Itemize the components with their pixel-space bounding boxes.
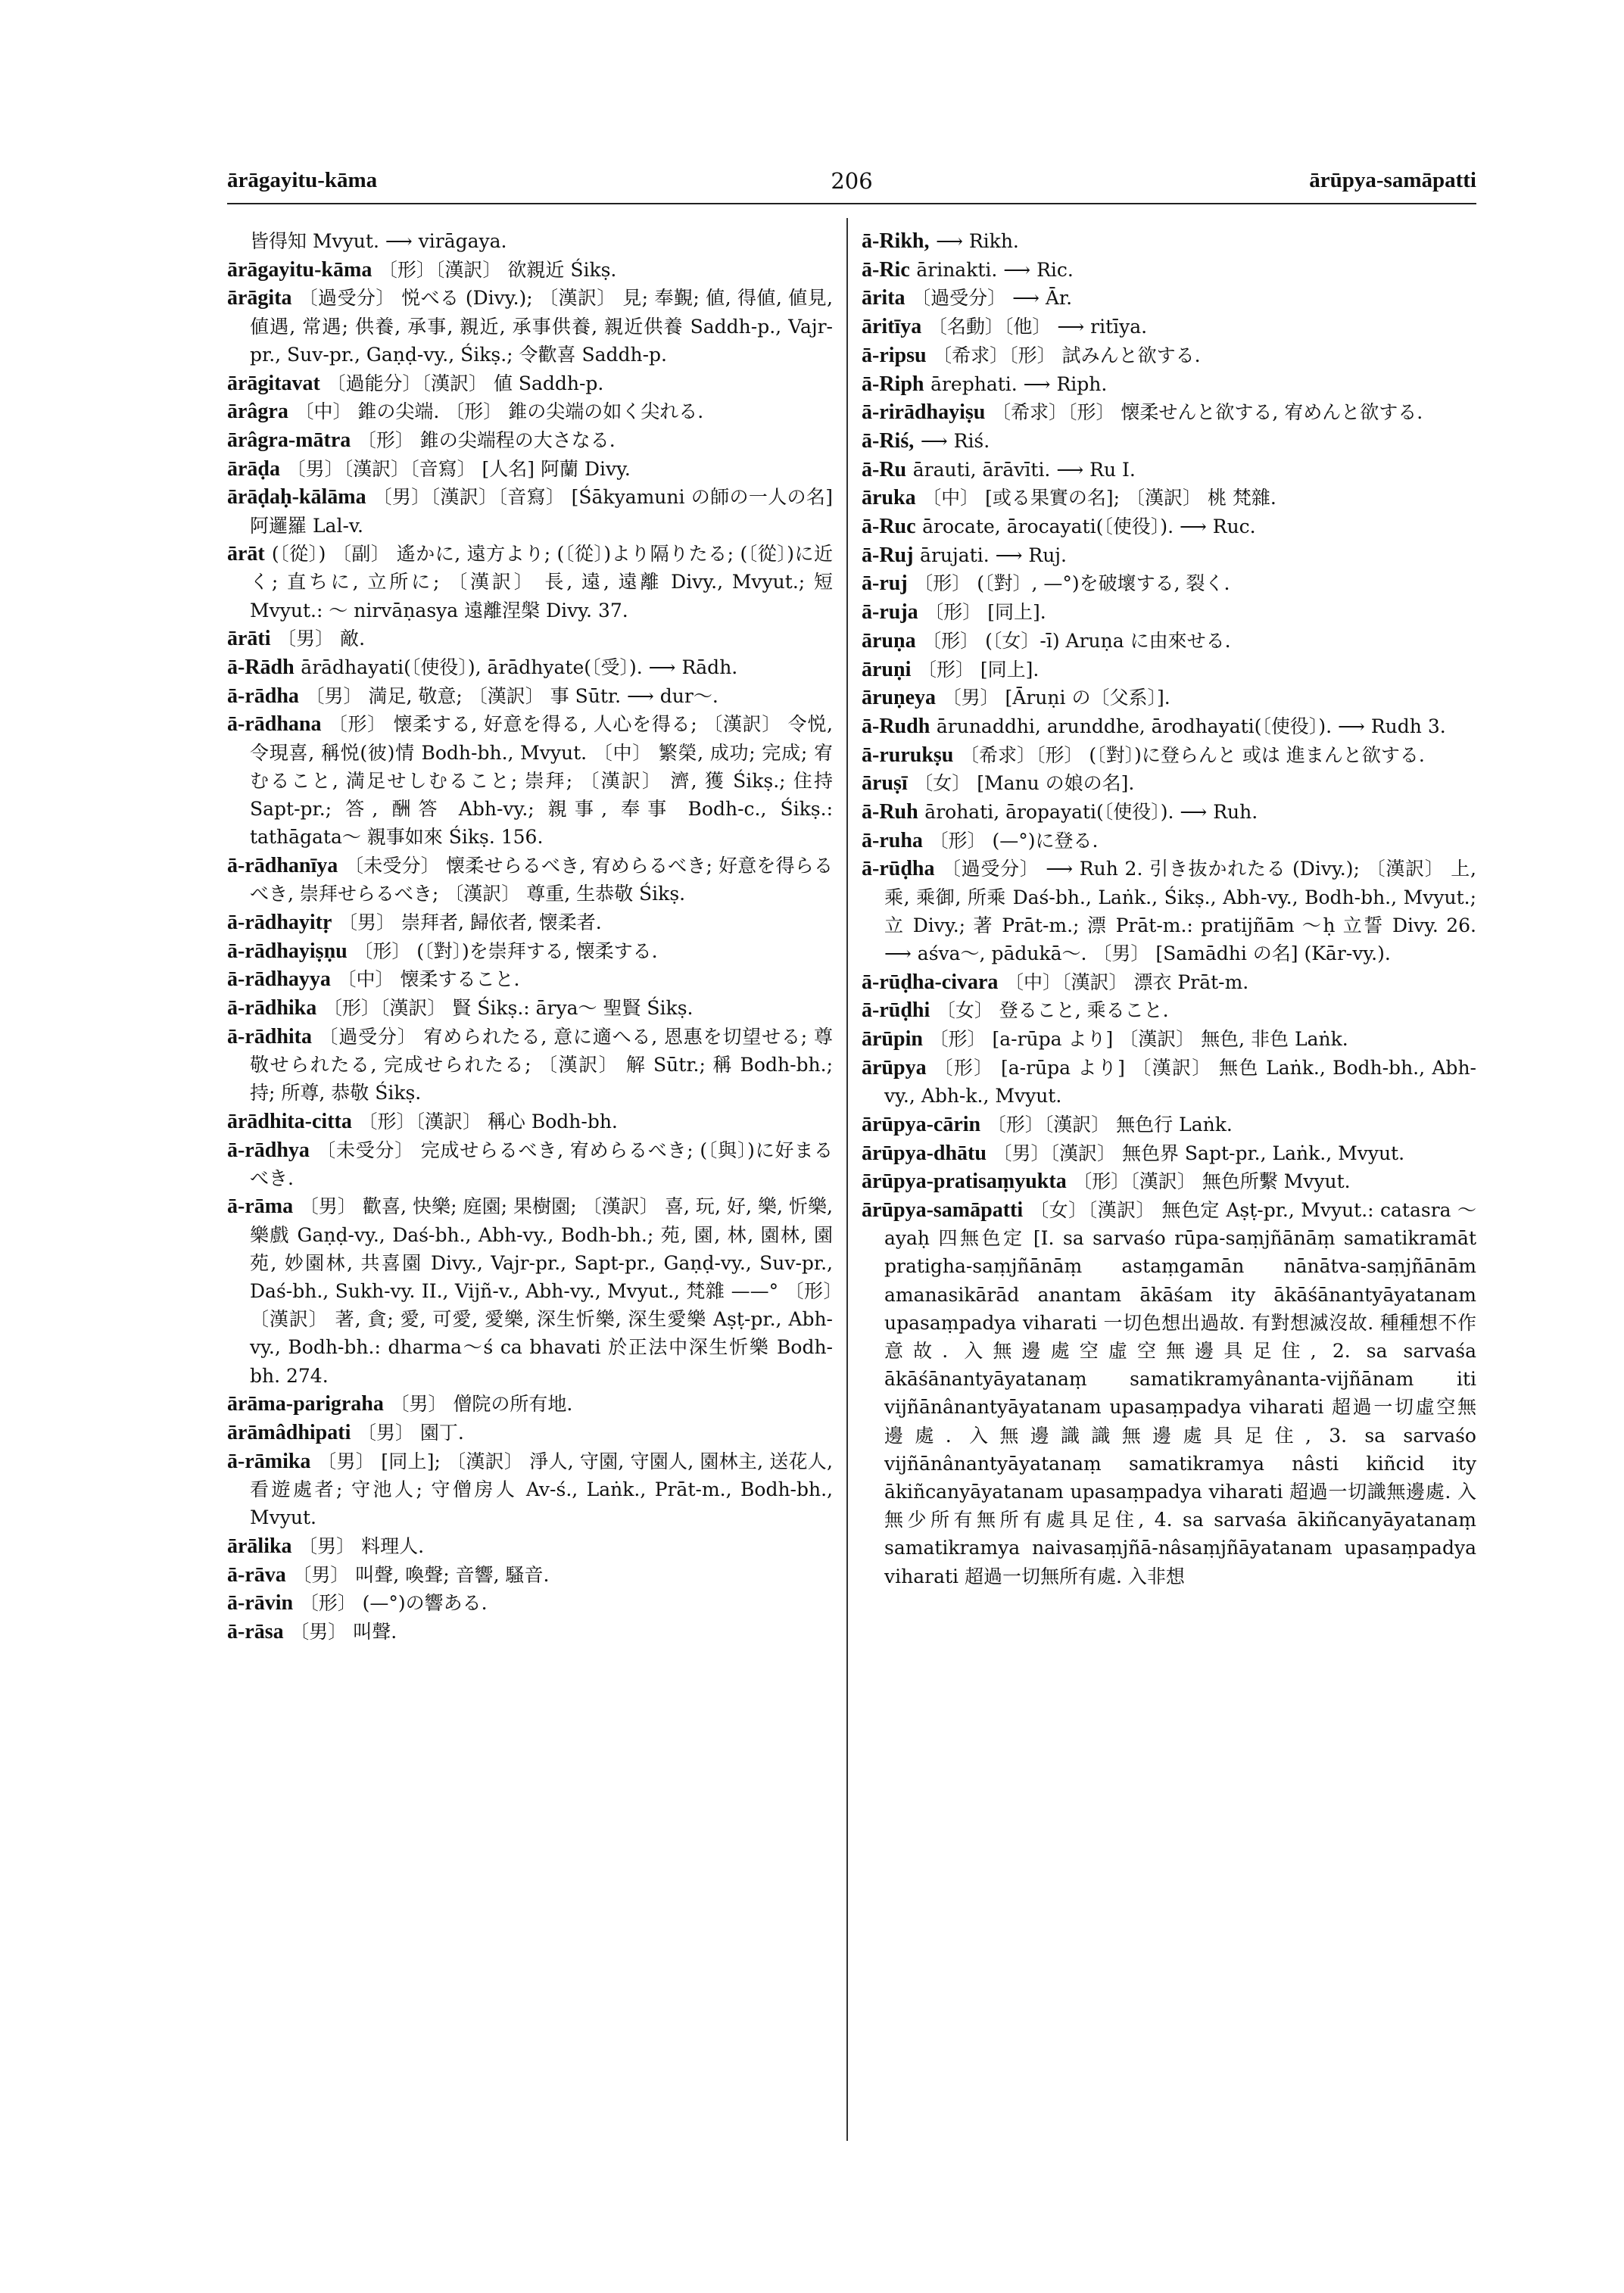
dictionary-entry [862,227,1476,255]
entry-headword: ārūpya-cārin [862,1112,981,1136]
entry-headword: ārāti [227,627,271,651]
entry-headword: ā-rādhayya [227,967,331,992]
entry-definition: 〔男〕 歡喜, 快樂; 庭園; 果樹園; 〔漢訳〕 喜, 玩, 好, 樂, 忻樂, 樂戲 Gaṇḍ-vy., Daś-bh., Abh-vy., Bodh-bh.; 苑, 園, 林, 園林, 園苑, 妙園林, 共喜園 Divy., Vajr-pr., Sapt-pr., Gaṇḍ-vy., Suv-pr., Daś-bh., Sukh-vy. II., Vijñ-v., Abh-vy., Mvyut., 梵雜 ——° 〔形〕〔漢訳〕 著, 貪; 愛, 可愛, 愛樂, 深生忻樂, 深生愛樂 Aṣṭ-pr., Abh-vy., Bodh-bh.: dharma〜ś ca bhavati 於正法中深生忻樂 Bodh-bh. 274. [250,1195,833,1387]
entry-headword: ā-rādha [227,684,299,708]
entry-definition: 〔男〕 園丁. [357,1422,464,1444]
entry-definition: ārauti, ārāvīti. ⟶ Ru I. [912,458,1136,481]
entry-definition: 〔中〕 [或る果實の名]; 〔漢訳〕 桃 梵雜. [922,487,1276,509]
dictionary-entry [227,1532,833,1560]
dictionary-entry [862,456,1476,484]
dictionary-entry [227,994,833,1022]
dictionary-entry [862,827,1476,855]
entry-definition: 〔女〕 登ること, 乘ること. [936,999,1169,1022]
entry-definition: 〔男〕〔漢訳〕 無色界 Sapt-pr., Laṅk., Mvyut. [993,1142,1405,1164]
entry-definition: 〔形〕 (〔對〕, —°)を破壞する, 裂く. [914,572,1230,595]
entry-headword: ārāgayitu-kāma [227,257,372,282]
entry-definition: 〔未受分〕 懐柔せらるべき, 宥めらるべき; 好意を得らるべき, 崇拜せらるべき; 〔漢訳〕 尊重, 生恭敬 Śikṣ. [250,854,833,905]
dictionary-entry [227,710,833,851]
dictionary-entry [227,1023,833,1108]
dictionary-entry [862,1167,1476,1195]
entry-definition: 〔中〕 懐柔すること. [337,968,520,991]
dictionary-entry [227,937,833,965]
dictionary-entry [227,1390,833,1418]
dictionary-entry [227,1108,833,1136]
entry-definition: 〔男〕 満足, 敬意; 〔漢訳〕 事 Sūtr. ⟶ dur〜. [305,684,718,707]
entry-definition: 〔男〕 [同上]; 〔漢訳〕 淨人, 守園, 守園人, 園林主, 送花人, 看遊處者; 守池人; 守僧房人 Av-ś., Laṅk., Prāt-m., Bodh-bh., Mvyut. [250,1450,833,1529]
entry-headword: ā-Rikh, [862,229,930,253]
entry-headword: āruṇa [862,628,916,653]
entry-definition: 〔女〕 [Manu の娘の名]. [914,772,1135,795]
entry-definition: 〔形〕 (〔女〕-ī) Aruṇa に由來せる. [922,629,1231,652]
dictionary-entry [862,1196,1476,1590]
entry-headword: ā-Ruc [862,515,916,539]
running-head-left: ārāgayitu-kāma [227,168,378,192]
entry-headword: ārāgita [227,286,292,310]
dictionary-entry [227,483,833,539]
entry-headword: ārūpya [862,1055,927,1080]
entry-headword: ārāma-parigraha [227,1392,384,1416]
entry-headword: ā-rādhayitṛ [227,910,332,934]
dictionary-entry [862,712,1476,740]
entry-headword: ā-rāma [227,1195,294,1219]
entry-headword: āruṇeya [862,686,936,710]
entry-definition: 〔形〕 [同上]. [917,658,1040,681]
entry-headword: ā-ruja [862,600,918,625]
entry-headword: ā-rurukṣu [862,743,954,767]
dictionary-entry [227,1419,833,1447]
entry-definition: 〔過受分〕 宥められたる, 意に適へる, 恩惠を切望せる; 尊敬せられたる, 完成せられたる; 〔漢訳〕 解 Sūtr.; 稱 Bodh-bh.; 持; 所尊, 恭敬 Śikṣ. [250,1025,833,1104]
running-head-right: ārūpya-samāpatti [1309,168,1476,192]
dictionary-entry [862,741,1476,769]
entry-definition: 〔形〕〔漢訳〕 賢 Śikṣ.: ārya〜 聖賢 Śikṣ. [323,996,694,1019]
entry-definition: 〔形〕〔漢訳〕 稱心 Bodh-bh. [358,1110,618,1132]
dictionary-entry [862,968,1476,996]
entry-headword: ā-rāsa [227,1619,284,1643]
header-rule [227,203,1476,204]
dictionary-entry [227,1447,833,1532]
page-header [227,168,1476,206]
entry-headword: ā-ripsu [862,343,927,367]
entry-headword: āruṣī [862,771,908,796]
dictionary-entry [862,627,1476,655]
dictionary-entry [227,682,833,710]
dictionary-entry [227,1561,833,1589]
entry-headword: ārūpin [862,1027,923,1051]
entry-headword: ā-Ric [862,257,910,282]
dictionary-entry [227,965,833,993]
dictionary-entry [227,227,833,255]
entry-headword: ā-rādhita [227,1024,312,1048]
entry-headword: ā-rādhya [227,1138,310,1162]
entry-definition: 〔男〕 僧院の所有地. [390,1393,573,1416]
dictionary-entry [862,569,1476,597]
entry-headword: ārāt [227,542,265,566]
entry-definition: 〔男〕 [Āruṇi の〔父系〕]. [942,687,1170,709]
dictionary-entry [862,656,1476,684]
entry-headword: ārūpya-pratisaṃyukta [862,1170,1067,1194]
dictionary-entry [862,598,1476,626]
dictionary-entry [862,398,1476,426]
entry-definition: 〔形〕〔漢訳〕 欲親近 Śikṣ. [378,258,617,281]
entry-headword: ā-rirādhayiṣu [862,400,986,425]
dictionary-entry [227,1192,833,1389]
entry-definition: 〔男〕 叫聲, 喚聲; 音響, 騷音. [292,1563,550,1586]
dictionary-entry [227,852,833,908]
page-number: 206 [831,168,873,194]
dictionary-entry [862,341,1476,369]
entry-definition: ārujati. ⟶ Ruj. [920,544,1068,566]
entry-headword: ārāgitavat [227,371,320,395]
dictionary-entry [862,798,1476,826]
entry-headword: ārâgra-mātra [227,428,351,452]
dictionary-entry [862,769,1476,797]
dictionary-entry [862,427,1476,455]
dictionary-entry [862,855,1476,967]
entry-definition: 〔男〕 崇拜者, 歸依者, 懐柔者. [338,911,602,933]
entry-definition: 〔形〕 [同上]. [924,601,1046,624]
entry-definition: ārādhayati(〔使役〕), ārādhyate(〔受〕). ⟶ Rādh. [301,656,738,679]
entry-headword: ā-rūḍha-civara [862,970,999,994]
entry-headword: ā-rūḍhi [862,999,930,1023]
entry-definition: 〔女〕〔漢訳〕 無色定 Aṣṭ-pr., Mvyut.: catasra 〜ayaḥ 四無色定 [I. sa sarvaśo rūpa-saṃjñānāṃ samatikramāt pratigha-saṃjñānāṃ astaṃgamān nānātva-saṃjñānām amanasikārād anantam ākāśam ity ākāśānantyāyatanam upasaṃpadya viharati 一切色想出過故. 有對想滅沒故. 種種想不作意故. 入無邊處空虛空無邊具足住, 2. sa sarvaśa ākāśānantyāyatanaṃ samatikramyânanta-vijñānam iti vijñānânantyāyatanam upasaṃpadya viharati 超過一切虛空無邊處. 入無邊識識無邊處具足住, 3. sa sarvaśo vijñānânantyāyatanaṃ samatikramya nâsti kiñcid ity ākiñcanyāyatanam upasaṃpadya viharati 超過一切識無邊處. 入無少所有無所有處具足住, 4. sa sarvaśa ākiñcanyāyatanaṃ samatikramya naivasaṃjñā-nâsaṃjñāyatanam upasaṃpadya viharati 超過一切無所有處. 入非想 [884,1198,1476,1587]
entry-headword: ā-Ru [862,457,907,481]
entry-headword: ārāḍa [227,456,280,481]
entry-definition: 〔形〕 懐柔する, 好意を得る, 人心を得る; 〔漢訳〕 令悦, 令現喜, 稱悦(彼)情 Bodh-bh., Mvyut. 〔中〕 繁榮, 成功; 完成; 宥むること, 満足せしむること; 崇拜; 〔漢訳〕 濟, 獲 Śikṣ.; 住持 Sapt-pr.; 答, 酬答 Abh-vy.; 親事, 奉事 Bodh-c., Śikṣ.: tathāgata〜 親事如來 Śikṣ. 156. [250,713,833,849]
entry-headword: āritīya [862,315,922,339]
entry-headword: ā-Riph [862,372,924,396]
entry-definition: 〔形〕 [a-rūpa より] 〔漢訳〕 無色, 非色 Laṅk. [929,1028,1348,1051]
entry-headword: ārāmâdhipati [227,1421,351,1445]
dictionary-entry [227,625,833,653]
entry-definition: 〔未受分〕 完成せらるべき, 宥めらるべき; (〔與〕)に好まるべき. [250,1139,833,1189]
entry-definition: 〔男〕〔漢訳〕〔音寫〕 [人名] 阿蘭 Divy. [286,457,631,480]
entry-headword: ā-rūḍha [862,857,935,881]
entry-definition: 皆得知 Mvyut. ⟶ virāgaya. [250,230,507,252]
entry-definition: 〔過能分〕〔漢訳〕 値 Saddh-p. [326,372,604,394]
entry-headword: ā-Rudh [862,714,930,738]
entry-definition: 〔形〕〔漢訳〕 無色行 Laṅk. [987,1113,1233,1136]
dictionary-entry [227,397,833,425]
entry-definition: 〔中〕〔漢訳〕 漂衣 Prāt-m. [1005,970,1249,993]
entry-definition: 〔形〕〔漢訳〕 無色所繫 Mvyut. [1073,1170,1351,1193]
entry-headword: ā-rādhana [227,712,322,737]
entry-definition: 〔過受分〕 ⟶ Ār. [912,287,1073,310]
dictionary-entry [862,1025,1476,1053]
dictionary-entry [227,1618,833,1646]
entry-definition: 〔男〕 叫聲. [290,1620,397,1643]
entry-definition: ārunaddhi, arunddhe, ārodhayati(〔使役〕). ⟶ Rudh 3. [936,715,1446,737]
entry-definition: ārocate, ārocayati(〔使役〕). ⟶ Ruc. [922,516,1256,538]
entry-headword: ā-Ruj [862,543,914,567]
dictionary-entry [862,684,1476,712]
dictionary-entry [862,996,1476,1024]
entry-headword: ā-rāmika [227,1449,311,1473]
entry-definition: 〔男〕 料理人. [298,1534,425,1557]
entry-headword: ārālika [227,1534,292,1558]
entry-headword: ā-rādhanīya [227,853,338,877]
entry-headword: āruṇi [862,657,912,681]
entry-headword: ārūpya-samāpatti [862,1198,1024,1222]
dictionary-entry [862,284,1476,312]
entry-definition: ⟶ Riś. [920,429,990,452]
entry-headword: ārâgra [227,400,288,424]
dictionary-entry [862,370,1476,398]
entry-definition: ārephati. ⟶ Riph. [930,372,1108,395]
entry-headword: āruka [862,486,916,510]
entry-definition: 〔希求〕〔形〕 試みんと欲する. [933,344,1201,366]
entry-headword: ā-rāva [227,1562,286,1587]
dictionary-entry [227,455,833,483]
dictionary-entry [227,540,833,625]
entry-headword: ā-ruj [862,572,908,596]
entry-definition: 〔形〕 錐の尖端程の大さなる. [357,428,616,451]
entry-definition: 〔形〕 (—°)に登る. [929,829,1099,852]
entry-definition: 〔名動〕〔他〕 ⟶ ritīya. [927,316,1148,338]
entry-headword: ārita [862,286,906,310]
entry-definition: 〔過受分〕 悦べる (Divy.); 〔漢訳〕 見; 奉覲; 値, 得値, 値見, 値遇, 常遇; 供養, 承事, 親近, 承事供養, 親近供養 Saddh-p., Vajr-pr., Suv-pr., Gaṇḍ-vy., Śikṣ.; 令歡喜 Saddh-p. [250,287,833,366]
dictionary-entry [227,1136,833,1192]
dictionary-entry [227,426,833,454]
dictionary-entry [862,313,1476,341]
dictionary-entry [862,541,1476,569]
right-column [862,227,1476,2135]
entry-definition: (〔從〕) 〔副〕 遙かに, 遠方より; (〔從〕)より隔りたる; (〔從〕)に近く; 直ちに, 立所に; 〔漢訳〕 長, 遠, 遠離 Divy., Mvyut.; 短 Mvyut.: 〜 nirvāṇasya 遠離涅槃 Divy. 37. [250,543,833,622]
dictionary-entry [862,484,1476,512]
entry-definition: 〔希求〕〔形〕 懐柔せんと欲する, 宥めんと欲する. [991,401,1423,424]
left-column [227,227,833,2120]
entry-definition: ⟶ Rikh. [936,230,1019,252]
entry-definition: 〔形〕 (〔對〕)を崇拜する, 懐柔する. [354,939,658,962]
dictionary-entry [227,653,833,681]
entry-definition: 〔形〕 [a-rūpa より] 〔漢訳〕 無色 Laṅk., Bodh-bh., Abh-vy., Abh-k., Mvyut. [884,1056,1476,1108]
entry-headword: ā-Riś, [862,428,915,453]
dictionary-entry [227,284,833,369]
entry-definition: 〔男〕〔漢訳〕〔音寫〕 [Śākyamuni の師の一人の名] 阿邏羅 Lal-v. [250,486,833,537]
entry-headword: ārāḍaḥ-kālāma [227,485,366,509]
entry-headword: ārādhita-citta [227,1109,352,1133]
entry-definition: 〔中〕 錐の尖端. 〔形〕 錐の尖端の如く尖れる. [295,400,704,423]
entry-headword: ā-Rādh [227,656,295,680]
dictionary-entry [862,512,1476,541]
dictionary-entry [227,908,833,936]
entry-headword: ā-Ruh [862,800,918,824]
entry-headword: ā-ruha [862,828,923,852]
entry-definition: 〔希求〕〔形〕 (〔對〕)に登らんと 或は 進まんと欲する. [959,743,1425,766]
entry-definition: ārinakti. ⟶ Ric. [916,258,1074,281]
dictionary-entry [862,256,1476,284]
entry-headword: ā-rādhayiṣṇu [227,939,348,963]
entry-definition: 〔過受分〕 ⟶ Ruh 2. 引き抜かれたる (Divy.); 〔漢訳〕 上, 乘, 乘御, 所乘 Daś-bh., Laṅk., Śikṣ., Abh-vy., Bodh-bh., Mvyut.; 立 Divy.; 著 Prāt-m.; 漂 Prāt-m.: pratijñām 〜ḥ 立誓 Divy. 26. ⟶ aśva〜, pādukā〜. 〔男〕 [Samādhi の名] (Kār-vy.). [884,858,1476,965]
entry-headword: ā-rādhika [227,995,317,1020]
entry-definition: 〔男〕 敵. [277,628,366,650]
dictionary-entry [227,256,833,284]
dictionary-entry [862,1139,1476,1167]
dictionary-entry [862,1111,1476,1139]
entry-definition: ārohati, āropayati(〔使役〕). ⟶ Ruh. [924,801,1258,824]
column-divider [846,218,848,2141]
dictionary-entry [862,1054,1476,1110]
entry-headword: ārūpya-dhātu [862,1141,987,1165]
entry-headword: ā-rāvin [227,1591,294,1615]
entry-definition: 〔形〕 (—°)の響ある. [299,1592,488,1615]
dictionary-entry [227,1589,833,1617]
dictionary-entry [227,369,833,397]
